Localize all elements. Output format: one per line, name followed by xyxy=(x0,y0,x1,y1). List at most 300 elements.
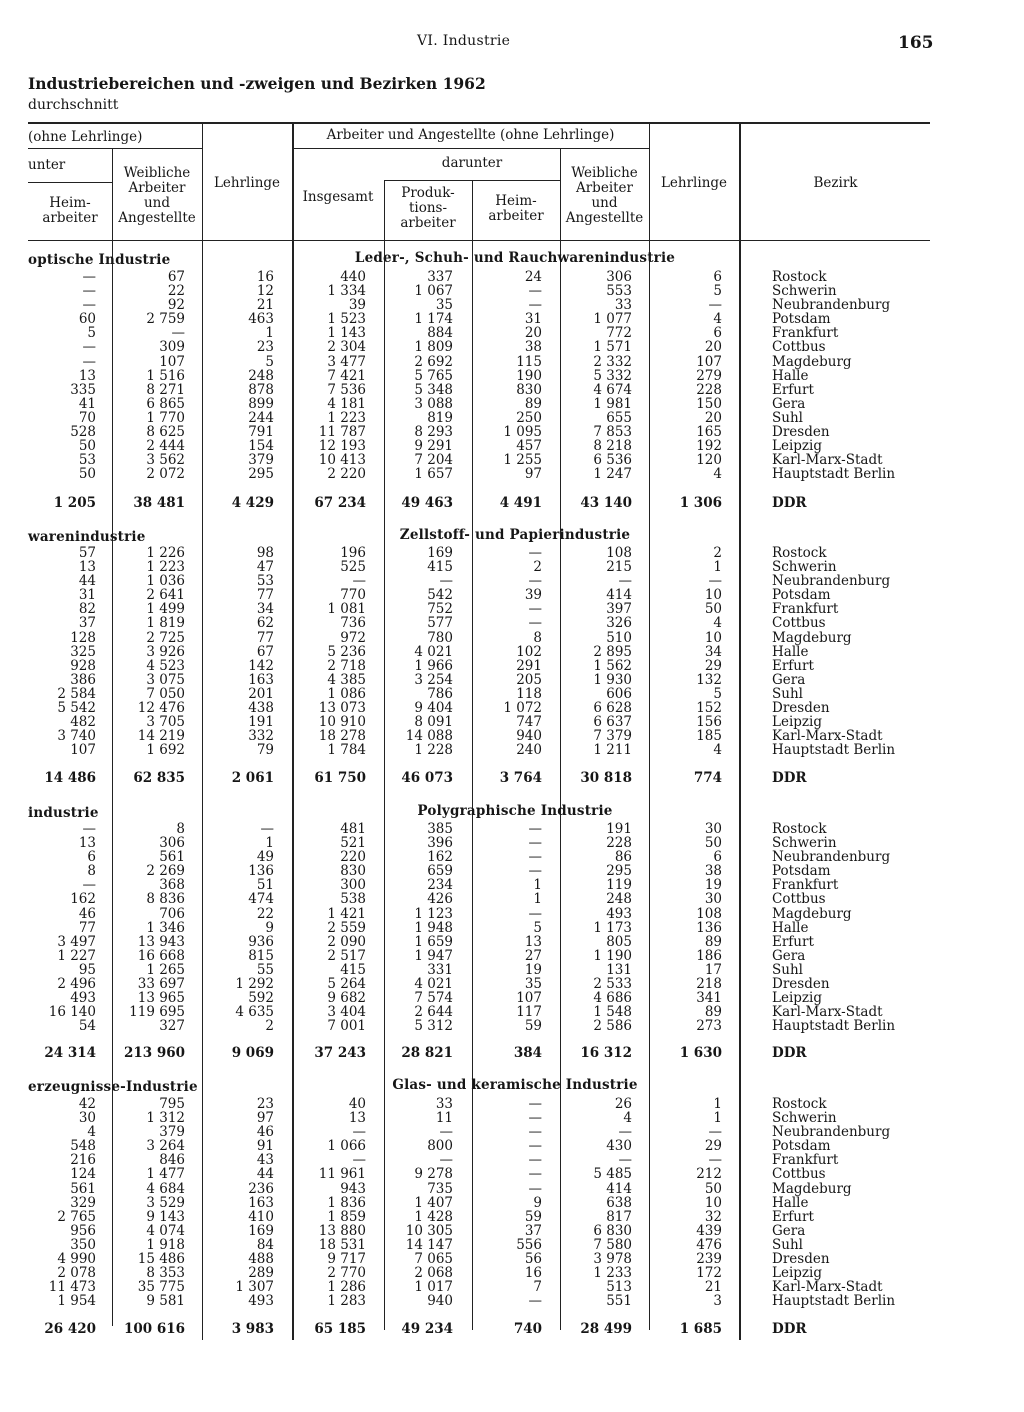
cell-heimarbeiter-left: 548 xyxy=(70,1138,96,1155)
cell-insgesamt: 11 961 xyxy=(318,1166,366,1183)
cell-heimarbeiter-right: 38 xyxy=(524,339,542,356)
cell-heimarbeiter-left: 24 314 xyxy=(44,1045,96,1061)
cell-produktionsarbeiter: 1 123 xyxy=(414,905,453,922)
cell-heimarbeiter-right: 59 xyxy=(524,1018,542,1035)
cell-heimarbeiter-left: — xyxy=(82,269,96,285)
table-row xyxy=(0,340,1024,354)
cell-lehrlinge-right: 50 xyxy=(704,835,722,852)
cell-lehrlinge-left: 12 xyxy=(256,283,274,300)
cell-bezirk: Dresden xyxy=(772,1251,830,1268)
cell-bezirk: Suhl xyxy=(772,409,803,426)
cell-weibliche-left: 1 223 xyxy=(146,559,185,576)
cell-weibliche-right: — xyxy=(618,1124,632,1141)
cell-heimarbeiter-left: 37 xyxy=(78,615,96,632)
cell-weibliche-right: 510 xyxy=(606,629,632,646)
cell-bezirk: Gera xyxy=(772,947,806,964)
cell-weibliche-right: 1 077 xyxy=(593,311,632,328)
cell-produktionsarbeiter: 3 088 xyxy=(414,395,453,412)
cell-heimarbeiter-left: 13 xyxy=(78,559,96,576)
cell-heimarbeiter-right: 8 xyxy=(533,629,542,646)
cell-lehrlinge-right: 152 xyxy=(696,700,722,717)
cell-weibliche-right: 553 xyxy=(606,283,632,300)
cell-bezirk: Schwerin xyxy=(772,283,837,300)
cell-lehrlinge-left: 592 xyxy=(248,990,274,1007)
cell-lehrlinge-right: 774 xyxy=(693,770,722,786)
cell-heimarbeiter-left: 5 542 xyxy=(57,700,96,717)
cell-heimarbeiter-left: 13 xyxy=(78,835,96,852)
table-row xyxy=(0,907,1024,921)
table-row xyxy=(0,1196,1024,1210)
cell-insgesamt: 65 185 xyxy=(314,1321,366,1337)
cell-bezirk: DDR xyxy=(772,495,807,511)
cell-lehrlinge-left: 22 xyxy=(256,905,274,922)
cell-lehrlinge-right: 212 xyxy=(696,1166,722,1183)
table-row xyxy=(0,991,1024,1005)
cell-heimarbeiter-right: — xyxy=(528,1124,542,1141)
cell-weibliche-right: 1 173 xyxy=(593,919,632,936)
cell-heimarbeiter-left: 1 954 xyxy=(57,1293,96,1310)
cell-weibliche-right: 4 xyxy=(623,1110,632,1127)
cell-weibliche-left: 62 835 xyxy=(133,770,185,786)
cell-weibliche-right: 108 xyxy=(606,545,632,561)
cell-lehrlinge-right: 89 xyxy=(704,1004,722,1021)
cell-lehrlinge-left: 43 xyxy=(256,1152,274,1169)
cell-weibliche-left: 368 xyxy=(159,877,185,894)
cell-lehrlinge-left: 4 429 xyxy=(231,495,274,511)
left-group-rule xyxy=(28,148,202,149)
cell-insgesamt: 13 xyxy=(348,1110,366,1127)
cell-weibliche-right: 1 930 xyxy=(593,671,632,688)
cell-heimarbeiter-left: 493 xyxy=(70,990,96,1007)
cell-lehrlinge-right: 32 xyxy=(704,1208,722,1225)
cell-lehrlinge-right: 5 xyxy=(713,685,722,702)
cell-bezirk: Halle xyxy=(772,1194,809,1211)
cell-lehrlinge-right: 439 xyxy=(696,1222,722,1239)
table-row xyxy=(0,574,1024,588)
cell-heimarbeiter-right: 384 xyxy=(513,1045,542,1061)
cell-produktionsarbeiter: 49 463 xyxy=(401,495,453,511)
cell-bezirk: Schwerin xyxy=(772,559,837,576)
cell-heimarbeiter-right: 31 xyxy=(524,311,542,328)
cell-lehrlinge-right: 50 xyxy=(704,601,722,618)
cell-bezirk: Halle xyxy=(772,919,809,936)
cell-bezirk: Neubrandenburg xyxy=(772,297,891,314)
cell-bezirk: Erfurt xyxy=(772,657,814,674)
cell-produktionsarbeiter: 5 348 xyxy=(414,381,453,398)
cell-weibliche-right: 430 xyxy=(606,1138,632,1155)
cell-bezirk: Erfurt xyxy=(772,381,814,398)
cell-weibliche-right: 6 628 xyxy=(593,700,632,717)
cell-weibliche-left: 13 965 xyxy=(137,990,185,1007)
cell-heimarbeiter-right: — xyxy=(528,573,542,590)
cell-heimarbeiter-right: 16 xyxy=(524,1265,542,1282)
cell-heimarbeiter-left: 6 xyxy=(87,849,96,866)
cell-lehrlinge-left: 1 292 xyxy=(235,976,274,993)
table-row xyxy=(0,743,1024,757)
table-row xyxy=(0,949,1024,963)
cell-produktionsarbeiter: 46 073 xyxy=(401,770,453,786)
cell-insgesamt: 1 283 xyxy=(327,1293,366,1310)
cell-bezirk: Neubrandenburg xyxy=(772,849,891,866)
table-row xyxy=(0,453,1024,467)
cell-heimarbeiter-right: 117 xyxy=(516,1004,542,1021)
cell-lehrlinge-right: 156 xyxy=(696,714,722,731)
cell-produktionsarbeiter: 8 293 xyxy=(414,424,453,441)
cell-heimarbeiter-right: — xyxy=(528,821,542,837)
cell-weibliche-left: 1 692 xyxy=(146,742,185,759)
cell-weibliche-left: 2 641 xyxy=(146,587,185,604)
cell-heimarbeiter-right: — xyxy=(528,1293,542,1310)
cell-lehrlinge-right: 89 xyxy=(704,933,722,950)
cell-weibliche-right: 8 218 xyxy=(593,438,632,455)
cell-lehrlinge-right: 185 xyxy=(696,728,722,745)
cell-lehrlinge-left: 53 xyxy=(256,573,274,590)
table-row xyxy=(0,715,1024,729)
cell-heimarbeiter-right: 830 xyxy=(516,381,542,398)
cell-weibliche-right: 326 xyxy=(606,615,632,632)
cell-produktionsarbeiter: 1 067 xyxy=(414,283,453,300)
cell-insgesamt: 9 717 xyxy=(327,1251,366,1268)
data-rows xyxy=(0,822,1024,1033)
cell-lehrlinge-left: 3 983 xyxy=(231,1321,274,1337)
cell-lehrlinge-left: 46 xyxy=(256,1124,274,1141)
cell-lehrlinge-left: 49 xyxy=(256,849,274,866)
cell-bezirk: Magdeburg xyxy=(772,905,852,922)
cell-weibliche-left: 35 775 xyxy=(137,1279,185,1296)
cell-heimarbeiter-left: — xyxy=(82,339,96,356)
cell-produktionsarbeiter: 234 xyxy=(427,877,453,894)
total-row xyxy=(0,495,1024,511)
cell-heimarbeiter-left: 95 xyxy=(78,961,96,978)
cell-lehrlinge-right: 3 xyxy=(713,1293,722,1310)
cell-lehrlinge-left: 295 xyxy=(248,466,274,483)
cell-lehrlinge-right: 4 xyxy=(713,466,722,483)
table-row xyxy=(0,1111,1024,1125)
page-title: Industriebereichen und -zweigen und Bezirken 1962 xyxy=(28,74,486,93)
cell-heimarbeiter-right: — xyxy=(528,1110,542,1127)
data-rows xyxy=(0,270,1024,481)
cell-weibliche-left: 3 562 xyxy=(146,452,185,469)
cell-lehrlinge-right: 4 xyxy=(713,615,722,632)
cell-weibliche-right: 493 xyxy=(606,905,632,922)
cell-heimarbeiter-left: 54 xyxy=(78,1018,96,1035)
cell-insgesamt: 3 404 xyxy=(327,1004,366,1021)
cell-heimarbeiter-left: 928 xyxy=(70,657,96,674)
cell-bezirk: Potsdam xyxy=(772,587,831,604)
cell-bezirk: Neubrandenburg xyxy=(772,1124,891,1141)
cell-lehrlinge-right: 6 xyxy=(713,325,722,342)
table-row xyxy=(0,1238,1024,1252)
cell-bezirk: Halle xyxy=(772,367,809,384)
cell-weibliche-left: 1 346 xyxy=(146,919,185,936)
cell-weibliche-left: 67 xyxy=(167,269,185,285)
cell-heimarbeiter-right: 1 095 xyxy=(503,424,542,441)
cell-produktionsarbeiter: 33 xyxy=(435,1096,453,1112)
cell-heimarbeiter-left: 528 xyxy=(70,424,96,441)
cell-lehrlinge-left: 248 xyxy=(248,367,274,384)
cell-insgesamt: 943 xyxy=(340,1180,366,1197)
cell-heimarbeiter-right: 2 xyxy=(533,559,542,576)
table-row xyxy=(0,1210,1024,1224)
cell-heimarbeiter-left: 1 227 xyxy=(57,947,96,964)
cell-weibliche-left: 706 xyxy=(159,905,185,922)
cell-weibliche-left: 2 269 xyxy=(146,863,185,880)
cell-produktionsarbeiter: 169 xyxy=(427,545,453,561)
cell-bezirk: Rostock xyxy=(772,545,827,561)
table-row xyxy=(0,369,1024,383)
cell-lehrlinge-left: 77 xyxy=(256,587,274,604)
cell-weibliche-right: 1 548 xyxy=(593,1004,632,1021)
cell-insgesamt: 1 523 xyxy=(327,311,366,328)
cell-heimarbeiter-right: 35 xyxy=(524,976,542,993)
cell-insgesamt: 1 286 xyxy=(327,1279,366,1296)
cell-heimarbeiter-left: 60 xyxy=(78,311,96,328)
cell-weibliche-right: 7 379 xyxy=(593,728,632,745)
cell-produktionsarbeiter: 4 021 xyxy=(414,976,453,993)
cell-lehrlinge-left: 47 xyxy=(256,559,274,576)
cell-heimarbeiter-right: 102 xyxy=(516,643,542,660)
cell-insgesamt: 1 421 xyxy=(327,905,366,922)
cell-weibliche-right: 306 xyxy=(606,269,632,285)
cell-bezirk: Leipzig xyxy=(772,438,822,455)
cell-produktionsarbeiter: 1 428 xyxy=(414,1208,453,1225)
cell-lehrlinge-right: 107 xyxy=(696,353,722,370)
cell-bezirk: Hauptstadt Berlin xyxy=(772,466,896,483)
cell-insgesamt: 1 223 xyxy=(327,409,366,426)
cell-weibliche-left: 8 836 xyxy=(146,891,185,908)
cell-lehrlinge-right: 341 xyxy=(696,990,722,1007)
cell-weibliche-right: 2 895 xyxy=(593,643,632,660)
cell-insgesamt: 5 264 xyxy=(327,976,366,993)
cell-insgesamt: 2 770 xyxy=(327,1265,366,1282)
header-unter: unter xyxy=(28,157,66,173)
cell-insgesamt: 2 559 xyxy=(327,919,366,936)
table-row xyxy=(0,1005,1024,1019)
cell-insgesamt: 2 090 xyxy=(327,933,366,950)
cell-produktionsarbeiter: 4 021 xyxy=(414,643,453,660)
cell-lehrlinge-left: 201 xyxy=(248,685,274,702)
cell-weibliche-right: 1 190 xyxy=(593,947,632,964)
cell-heimarbeiter-left: 13 xyxy=(78,367,96,384)
cell-heimarbeiter-left: 4 990 xyxy=(57,1251,96,1268)
cell-weibliche-right: 513 xyxy=(606,1279,632,1296)
cell-weibliche-left: 3 529 xyxy=(146,1194,185,1211)
cell-insgesamt: 18 531 xyxy=(318,1236,366,1253)
cell-bezirk: DDR xyxy=(772,770,807,786)
cell-lehrlinge-left: 899 xyxy=(248,395,274,412)
table-row xyxy=(0,312,1024,326)
cell-heimarbeiter-left: 2 496 xyxy=(57,976,96,993)
cell-heimarbeiter-left: 216 xyxy=(70,1152,96,1169)
cell-lehrlinge-left: 191 xyxy=(248,714,274,731)
cell-insgesamt: 5 236 xyxy=(327,643,366,660)
cell-lehrlinge-right: 29 xyxy=(704,657,722,674)
table-row xyxy=(0,1167,1024,1181)
cell-weibliche-left: 15 486 xyxy=(137,1251,185,1268)
cell-heimarbeiter-right: — xyxy=(528,601,542,618)
table-row xyxy=(0,892,1024,906)
cell-lehrlinge-right: 120 xyxy=(696,452,722,469)
cell-weibliche-left: 119 695 xyxy=(129,1004,185,1021)
cell-weibliche-left: 1 499 xyxy=(146,601,185,618)
cell-lehrlinge-left: 34 xyxy=(256,601,274,618)
cell-heimarbeiter-right: 1 xyxy=(533,877,542,894)
cell-insgesamt: — xyxy=(352,1152,366,1169)
cell-heimarbeiter-left: 482 xyxy=(70,714,96,731)
cell-weibliche-right: 7 853 xyxy=(593,424,632,441)
cell-heimarbeiter-left: 2 584 xyxy=(57,685,96,702)
cell-heimarbeiter-left: 329 xyxy=(70,1194,96,1211)
cell-heimarbeiter-right: 1 072 xyxy=(503,700,542,717)
cell-produktionsarbeiter: 9 291 xyxy=(414,438,453,455)
cell-lehrlinge-right: 29 xyxy=(704,1138,722,1155)
cell-heimarbeiter-left: 77 xyxy=(78,919,96,936)
table-row xyxy=(0,1294,1024,1308)
cell-weibliche-right: — xyxy=(618,573,632,590)
cell-weibliche-right: 4 686 xyxy=(593,990,632,1007)
cell-weibliche-left: 379 xyxy=(159,1124,185,1141)
cell-heimarbeiter-left: 50 xyxy=(78,438,96,455)
cell-lehrlinge-left: 2 061 xyxy=(231,770,274,786)
cell-lehrlinge-right: 1 xyxy=(713,1096,722,1112)
cell-heimarbeiter-left: 386 xyxy=(70,671,96,688)
cell-weibliche-left: 92 xyxy=(167,297,185,314)
cell-weibliche-right: 33 xyxy=(614,297,632,314)
cell-weibliche-right: 1 247 xyxy=(593,466,632,483)
cell-weibliche-right: 805 xyxy=(606,933,632,950)
cell-lehrlinge-left: 55 xyxy=(256,961,274,978)
cell-lehrlinge-right: 108 xyxy=(696,905,722,922)
cell-bezirk: Neubrandenburg xyxy=(772,573,891,590)
cell-heimarbeiter-right: 39 xyxy=(524,587,542,604)
cell-lehrlinge-left: 9 xyxy=(265,919,274,936)
cell-bezirk: Schwerin xyxy=(772,835,837,852)
cell-weibliche-left: — xyxy=(171,325,185,342)
cell-lehrlinge-left: 244 xyxy=(248,409,274,426)
cell-lehrlinge-right: 30 xyxy=(704,891,722,908)
cell-weibliche-left: 1 036 xyxy=(146,573,185,590)
cell-lehrlinge-right: 21 xyxy=(704,1279,722,1296)
cell-weibliche-left: 4 684 xyxy=(146,1180,185,1197)
cell-lehrlinge-right: 30 xyxy=(704,821,722,837)
cell-lehrlinge-right: 186 xyxy=(696,947,722,964)
cell-produktionsarbeiter: 5 312 xyxy=(414,1018,453,1035)
cell-weibliche-right: 1 211 xyxy=(593,742,632,759)
cell-bezirk: Rostock xyxy=(772,821,827,837)
cell-heimarbeiter-right: 89 xyxy=(524,395,542,412)
cell-produktionsarbeiter: 780 xyxy=(427,629,453,646)
cell-heimarbeiter-right: 1 xyxy=(533,891,542,908)
cell-lehrlinge-right: 4 xyxy=(713,742,722,759)
cell-produktionsarbeiter: 1 659 xyxy=(414,933,453,950)
cell-lehrlinge-left: 23 xyxy=(256,1096,274,1112)
cell-heimarbeiter-right: 1 255 xyxy=(503,452,542,469)
cell-lehrlinge-right: 1 xyxy=(713,1110,722,1127)
table-row xyxy=(0,878,1024,892)
cell-heimarbeiter-left: 31 xyxy=(78,587,96,604)
table-row xyxy=(0,588,1024,602)
cell-bezirk: Magdeburg xyxy=(772,1180,852,1197)
cell-weibliche-right: 1 571 xyxy=(593,339,632,356)
cell-weibliche-right: 772 xyxy=(606,325,632,342)
cell-produktionsarbeiter: 7 065 xyxy=(414,1251,453,1268)
cell-insgesamt: 1 143 xyxy=(327,325,366,342)
cell-weibliche-left: 8 353 xyxy=(146,1265,185,1282)
table-row xyxy=(0,1252,1024,1266)
cell-lehrlinge-left: 16 xyxy=(256,269,274,285)
cell-insgesamt: 4 181 xyxy=(327,395,366,412)
cell-insgesamt: 2 517 xyxy=(327,947,366,964)
cell-heimarbeiter-right: 747 xyxy=(516,714,542,731)
section-title-left: industrie xyxy=(28,805,99,821)
cell-produktionsarbeiter: 7 204 xyxy=(414,452,453,469)
cell-lehrlinge-left: — xyxy=(260,821,274,837)
cell-bezirk: Dresden xyxy=(772,424,830,441)
table-row xyxy=(0,1153,1024,1167)
cell-lehrlinge-right: 5 xyxy=(713,283,722,300)
cell-weibliche-left: 1 516 xyxy=(146,367,185,384)
cell-lehrlinge-right: 2 xyxy=(713,545,722,561)
cell-weibliche-right: 397 xyxy=(606,601,632,618)
cell-produktionsarbeiter: 1 966 xyxy=(414,657,453,674)
cell-weibliche-left: 2 725 xyxy=(146,629,185,646)
cell-insgesamt: 1 086 xyxy=(327,685,366,702)
cell-lehrlinge-left: 474 xyxy=(248,891,274,908)
cell-produktionsarbeiter: 49 234 xyxy=(401,1321,453,1337)
cell-insgesamt: 9 682 xyxy=(327,990,366,1007)
cell-insgesamt: 220 xyxy=(340,849,366,866)
cell-produktionsarbeiter: 9 278 xyxy=(414,1166,453,1183)
cell-bezirk: Potsdam xyxy=(772,311,831,328)
cell-heimarbeiter-right: — xyxy=(528,1152,542,1169)
cell-weibliche-right: 5 485 xyxy=(593,1166,632,1183)
cell-insgesamt: 1 859 xyxy=(327,1208,366,1225)
cell-weibliche-left: 107 xyxy=(159,353,185,370)
cell-heimarbeiter-right: — xyxy=(528,1180,542,1197)
cell-lehrlinge-right: 4 xyxy=(713,311,722,328)
cell-heimarbeiter-left: — xyxy=(82,877,96,894)
cell-heimarbeiter-right: 7 xyxy=(533,1279,542,1296)
cell-heimarbeiter-left: 30 xyxy=(78,1110,96,1127)
cell-lehrlinge-right: 34 xyxy=(704,643,722,660)
cell-bezirk: Frankfurt xyxy=(772,1152,839,1169)
section-title-left: erzeugnisse-Industrie xyxy=(28,1079,198,1095)
cell-weibliche-left: 795 xyxy=(159,1096,185,1112)
section-title-right: Polygraphische Industrie xyxy=(417,803,613,819)
table-row xyxy=(0,425,1024,439)
cell-lehrlinge-right: 6 xyxy=(713,269,722,285)
cell-produktionsarbeiter: — xyxy=(439,1124,453,1141)
cell-heimarbeiter-right: 56 xyxy=(524,1251,542,1268)
cell-weibliche-left: 3 705 xyxy=(146,714,185,731)
cell-lehrlinge-left: 463 xyxy=(248,311,274,328)
table-row xyxy=(0,673,1024,687)
cell-heimarbeiter-right: — xyxy=(528,283,542,300)
section-title-left: warenindustrie xyxy=(28,529,146,545)
cell-heimarbeiter-right: — xyxy=(528,835,542,852)
cell-weibliche-left: 1 918 xyxy=(146,1236,185,1253)
cell-insgesamt: 10 910 xyxy=(318,714,366,731)
cell-lehrlinge-right: 1 xyxy=(713,559,722,576)
cell-lehrlinge-right: — xyxy=(708,297,722,314)
cell-produktionsarbeiter: 884 xyxy=(427,325,453,342)
cell-lehrlinge-left: 21 xyxy=(256,297,274,314)
table-row xyxy=(0,1224,1024,1238)
cell-lehrlinge-right: 6 xyxy=(713,849,722,866)
cell-produktionsarbeiter: 10 305 xyxy=(405,1222,453,1239)
cell-heimarbeiter-left: 325 xyxy=(70,643,96,660)
cell-bezirk: Leipzig xyxy=(772,990,822,1007)
